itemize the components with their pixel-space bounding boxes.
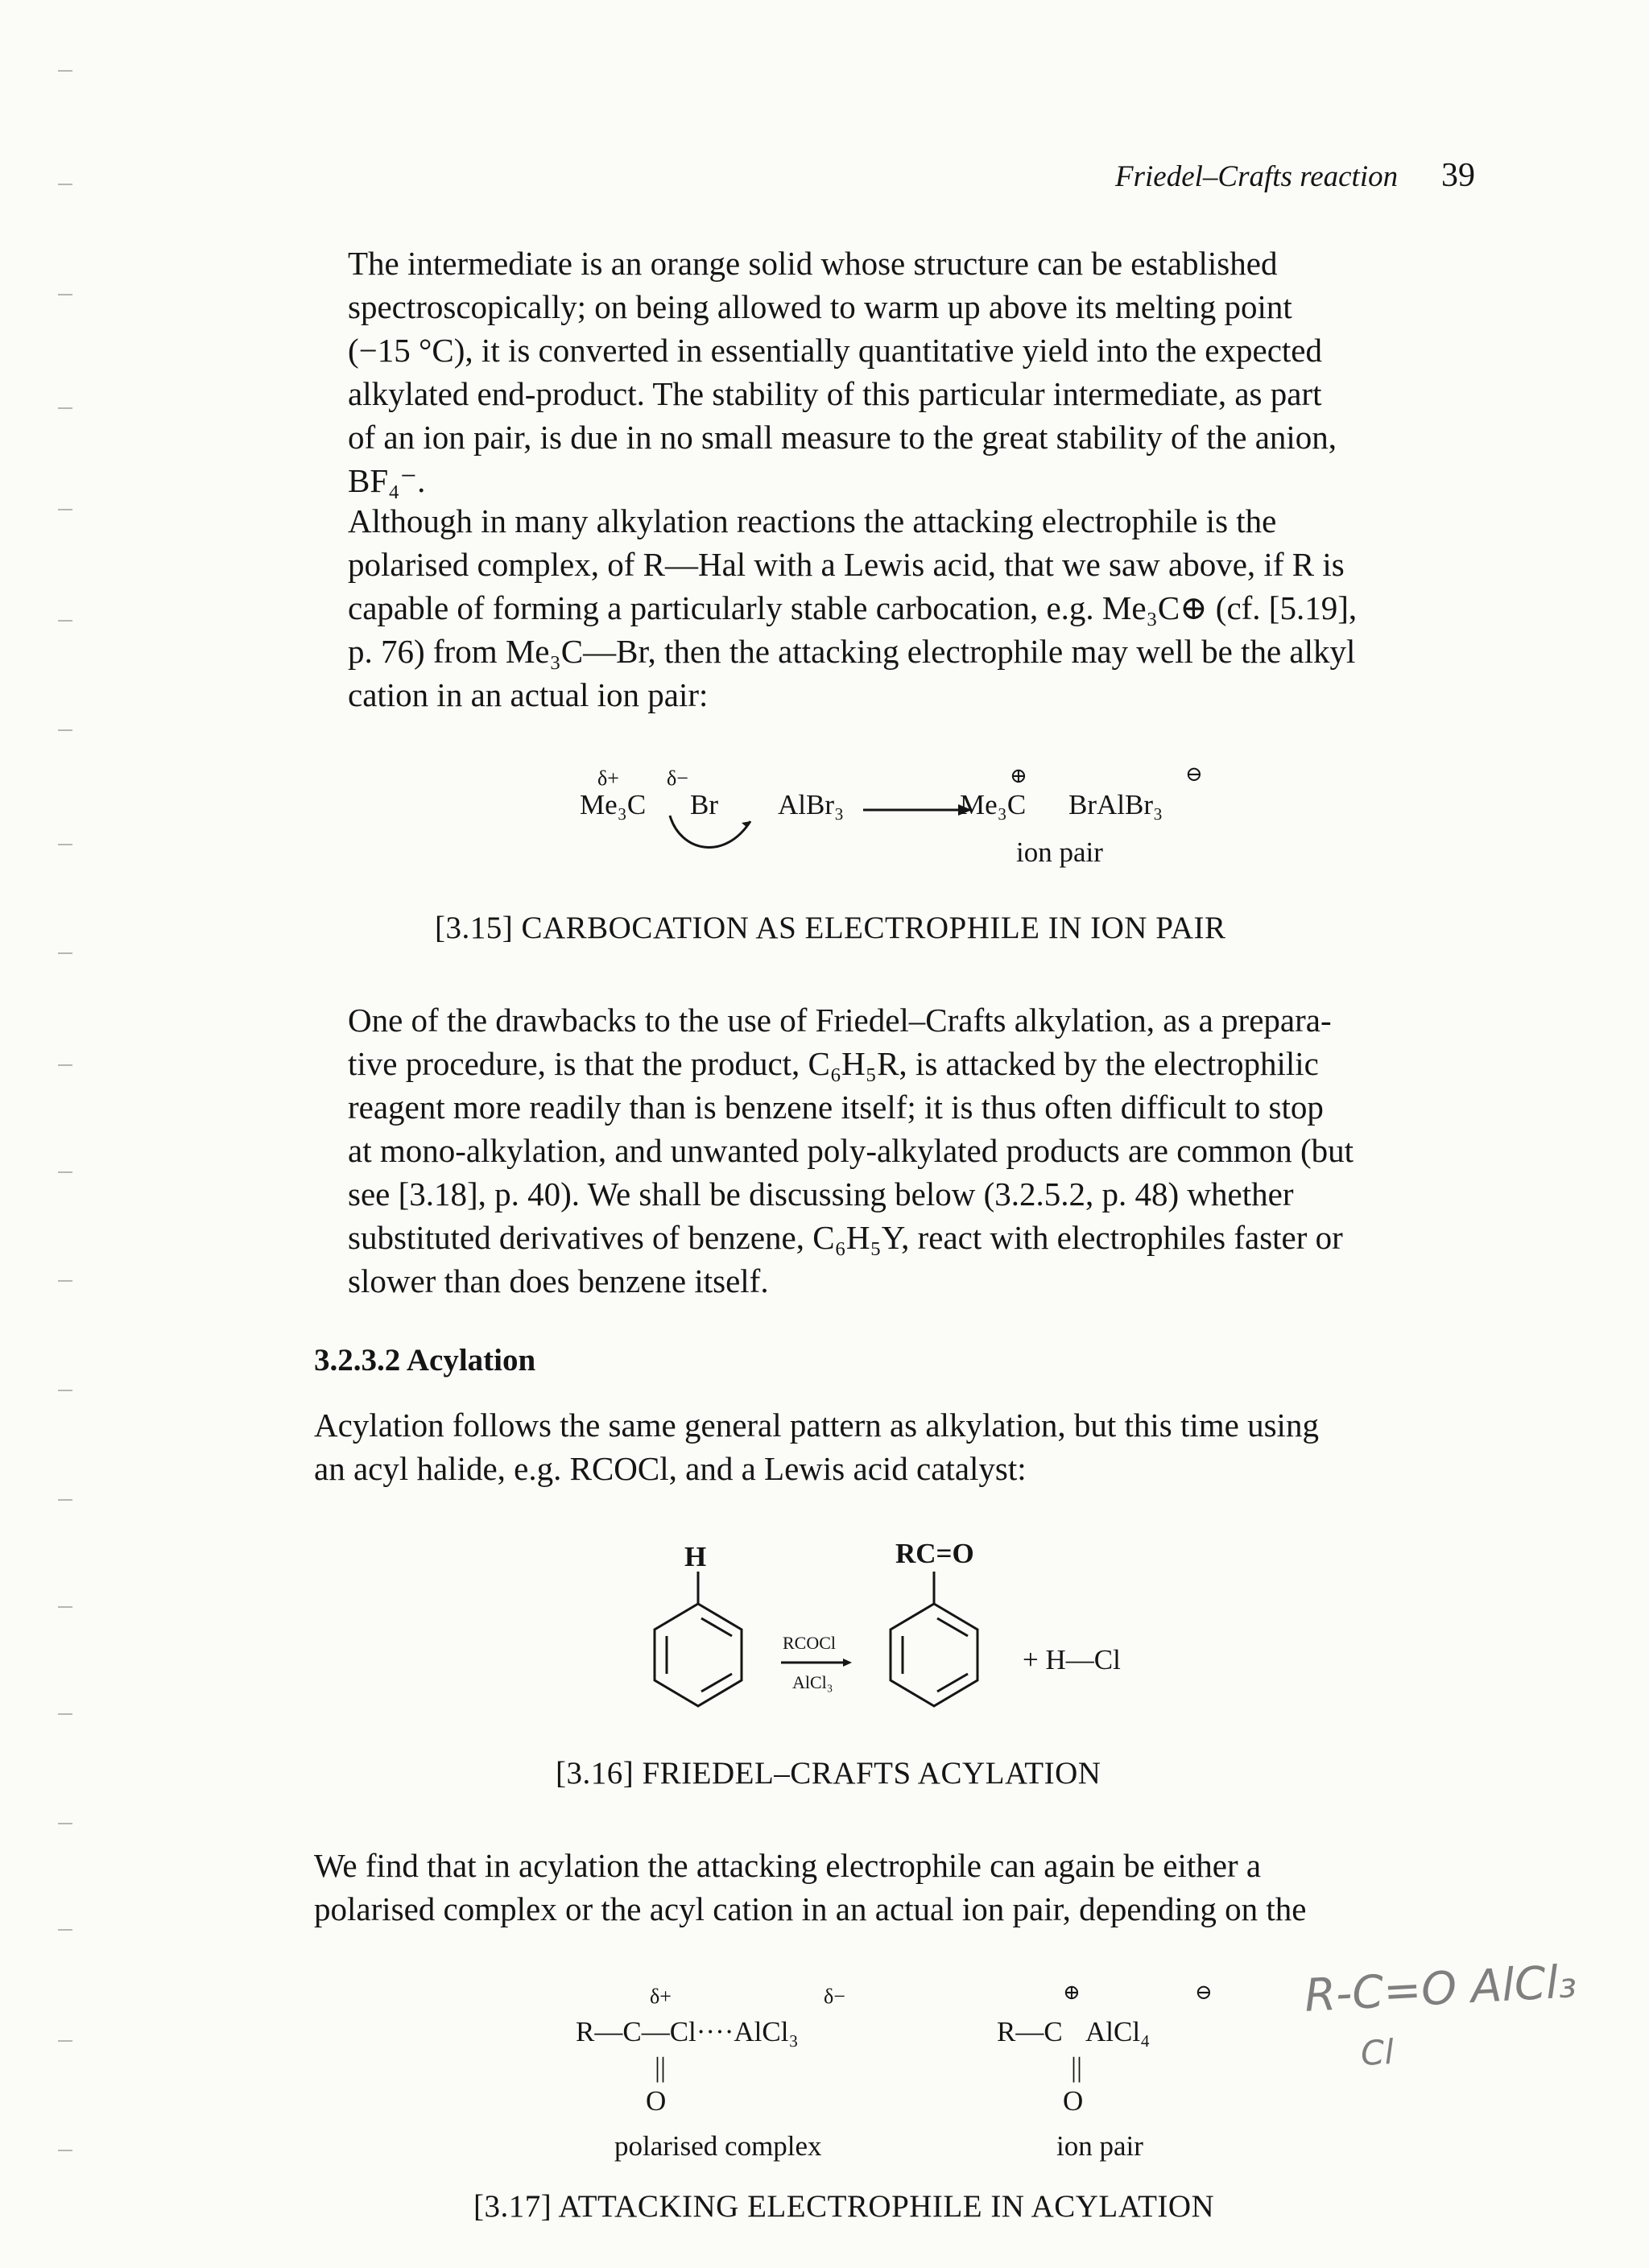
running-header: Friedel–Crafts reaction xyxy=(1115,160,1399,193)
paragraph-intermediate: The intermediate is an orange solid whose structure can be established spectroscopically; on being allowed to warm up above its melting point (−15 °C), it is converted in essentially quantitative yield into the expected alkylated end-product. The stability of this particular intermediate, as part of an ion pair, is due in no small measure to the great stability of the anion, BF₄⁻. xyxy=(348,245,1337,499)
paragraph-acylation: Acylation follows the same general pattern as alkylation, but this time using an acyl halide, e.g. RCOCl, and a Lewis acid catalyst: xyxy=(314,1407,1319,1487)
page-number: 39 xyxy=(1441,157,1475,194)
caption-3-15: [3.15] CARBOCATION AS ELECTROPHILE IN ION PAIR xyxy=(435,911,1226,945)
caption-3-17: [3.17] ATTACKING ELECTROPHILE IN ACYLATION xyxy=(473,2189,1215,2224)
paragraph-alkylation: Although in many alkylation reactions the attacking electrophile is the polarised complex, of R—Hal with a Lewis acid, that we saw above, if R is capable of forming a particularly stable carbocation, e.g. Me₃C⊕ (cf. [5.19], p. 76) from Me₃C—Br, then the attacking electrophile may well be the alkyl cation in an actual ion pair: xyxy=(348,502,1358,713)
paragraph-drawbacks: One of the drawbacks to the use of Friedel–Crafts alkylation, as a prepara- tive procedure, is that the product, C₆H₅R, is attacked by the electrophilic reagent more readily than is benzene itself; it is thus often difficult to stop at mono-alkylation, and unwanted poly-alkylated products are common (but see [3.18], p. 40). We shall be discussing below (3.2.5.2, p. 48) whether substituted derivatives of benzene, C₆H₅Y, react with electrophiles faster or slower than does benzene itself. xyxy=(348,1002,1354,1299)
reaction-arrow xyxy=(862,800,974,820)
paragraph-acyl-electrophile: We find that in acylation the attacking electrophile can again be either a polarised complex or the acyl cation in an actual ion pair, depending on the xyxy=(314,1847,1307,1927)
curved-electron-arrow xyxy=(660,805,765,865)
handwritten-annotation-lower: Cl xyxy=(1359,2031,1395,2074)
benzene-product-ring xyxy=(874,1570,994,1747)
acylation-arrow xyxy=(779,1657,853,1668)
caption-3-16: [3.16] FRIEDEL–CRAFTS ACYLATION xyxy=(556,1756,1101,1791)
handwritten-annotation: R-C=O AlCl₃ xyxy=(1303,1956,1578,2022)
benzene-reactant-ring xyxy=(638,1570,758,1747)
section-heading-acylation: 3.2.3.2 Acylation xyxy=(314,1343,536,1378)
